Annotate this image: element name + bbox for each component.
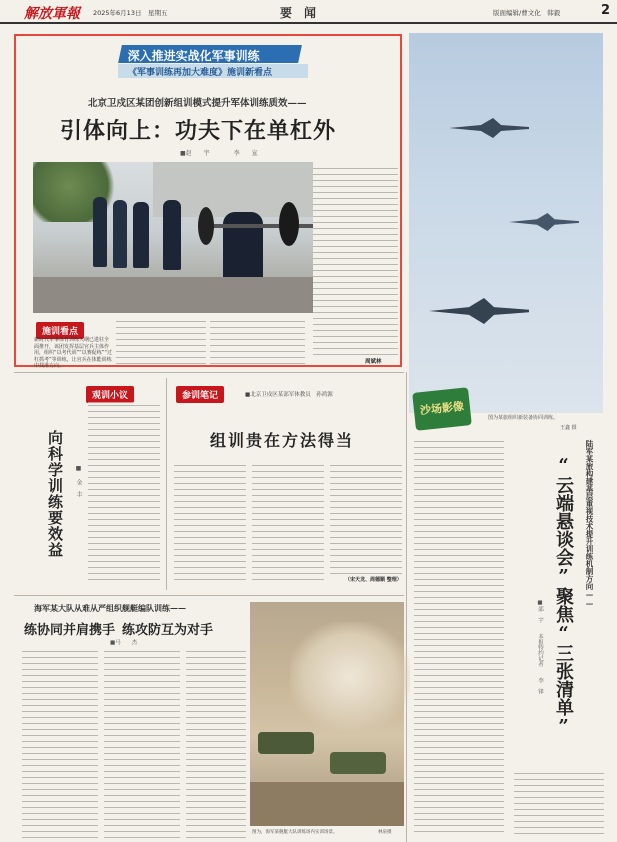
- banner-top-text: 深入推进实战化军事训练: [127, 49, 260, 63]
- aircraft-photo-caption: 图为某旅组织新装备协同训练。: [488, 415, 559, 421]
- soldier-figure: [93, 197, 107, 267]
- banner-sub-text: 《军事训练再加大难度》施训新看点: [128, 68, 273, 78]
- jet-silhouette: [429, 298, 529, 324]
- masthead: [0, 0, 617, 24]
- rule: [406, 372, 407, 842]
- dust-cloud: [290, 622, 410, 732]
- tank-silhouette: [330, 752, 386, 774]
- photo-ground: [250, 782, 404, 826]
- aircraft-photo: [409, 33, 603, 413]
- bottom-body-text: [104, 648, 180, 838]
- column2-body-text: [330, 462, 402, 574]
- section-title: 要 闻: [280, 6, 317, 20]
- bottom-headline-b: 练攻防互为对手: [122, 623, 214, 638]
- stamp-badge: [412, 387, 472, 431]
- barbell-plate: [279, 202, 299, 246]
- main-kicker: 北京卫戍区某团创新组训模式提升军体训练质效——: [88, 98, 307, 109]
- column2-tail: （宋天龙、周德顺 整理）: [345, 577, 402, 583]
- banner-top: [118, 45, 302, 63]
- paper-logo: 解放軍報: [24, 6, 80, 22]
- main-body-text: [313, 165, 398, 355]
- bottom-body-text: [186, 648, 246, 838]
- tank-silhouette: [258, 732, 314, 754]
- column1-title: 向科学训练要效益: [46, 430, 64, 558]
- photo-trees: [33, 162, 123, 222]
- column1-tag: 观训小议: [86, 386, 134, 403]
- bottom-body-text: [22, 648, 98, 838]
- right-story-body-text: [514, 770, 604, 835]
- tank-photo-caption: 图为，海军某舰艇大队训练场内实训场景。: [252, 830, 338, 835]
- main-photo: [33, 162, 313, 313]
- rule: [14, 595, 404, 596]
- column2-tag: 参训笔记: [176, 386, 224, 403]
- right-story-kicker: 陆军某旅构建基层重视技术提升训练机制方向——: [585, 440, 594, 608]
- bottom-kicker: 海军某大队从难从严组织舰艇编队训练——: [34, 603, 186, 613]
- soldier-figure: [113, 200, 127, 268]
- right-story-byline: ■邵 宇 本报特约记者 李 锋: [537, 600, 543, 694]
- page-editor: 版面编辑/曹文化 韩毅: [493, 9, 561, 17]
- bottom-headline-a: 练协同并肩携手: [24, 623, 116, 638]
- rule: [14, 372, 404, 373]
- aircraft-photo-credit: 王鑫 摄: [560, 425, 577, 431]
- soldier-figure: [133, 202, 149, 268]
- main-author-tail: 周斌林: [365, 359, 382, 365]
- page-number: 2: [601, 3, 611, 18]
- photo-ground: [33, 277, 313, 313]
- column2-source: ■北京卫戍区某部军体教员 孙鸿源: [245, 392, 333, 398]
- banner-sub: [118, 64, 308, 78]
- sidebar-tag: 施训看点: [36, 322, 84, 339]
- soldier-figure: [163, 200, 181, 270]
- column2-title: 组训贵在方法得当: [210, 431, 355, 450]
- barbell-plate: [198, 207, 214, 245]
- tank-photo-credit: 林泉摄: [378, 830, 392, 835]
- jet-silhouette: [509, 213, 579, 231]
- right-story-headline: “云端悬谈会”聚焦“三张清单”: [553, 455, 574, 737]
- rule: [166, 378, 167, 590]
- bottom-byline: ■马 杰: [110, 640, 138, 646]
- column2-body-text: [174, 462, 246, 582]
- main-body-text: [116, 318, 206, 364]
- main-body-text: [210, 318, 305, 364]
- right-story-body-text: [414, 438, 504, 833]
- jet-silhouette: [449, 118, 529, 138]
- column2-body-text: [252, 462, 324, 582]
- tank-photo: [250, 602, 404, 826]
- sidebar-text: 新时代军事体育训练大纲已进驻全面推开，该团发挥基层官兵主体作用，组织“以考代训”“以赛促练”“过杠抓考”等训练，让官兵在体能训练中找准方向。: [34, 337, 112, 369]
- issue-date: 2025年6月13日 星期五: [93, 9, 168, 17]
- column1-byline: ■ 金 丰: [75, 465, 82, 497]
- stamp-text: 沙场影像: [419, 399, 465, 418]
- main-byline: ■赵 宇 李 宣: [180, 150, 258, 157]
- column1-body-text: [88, 402, 160, 582]
- main-headline: 引体向上：功夫下在单杠外: [60, 118, 337, 144]
